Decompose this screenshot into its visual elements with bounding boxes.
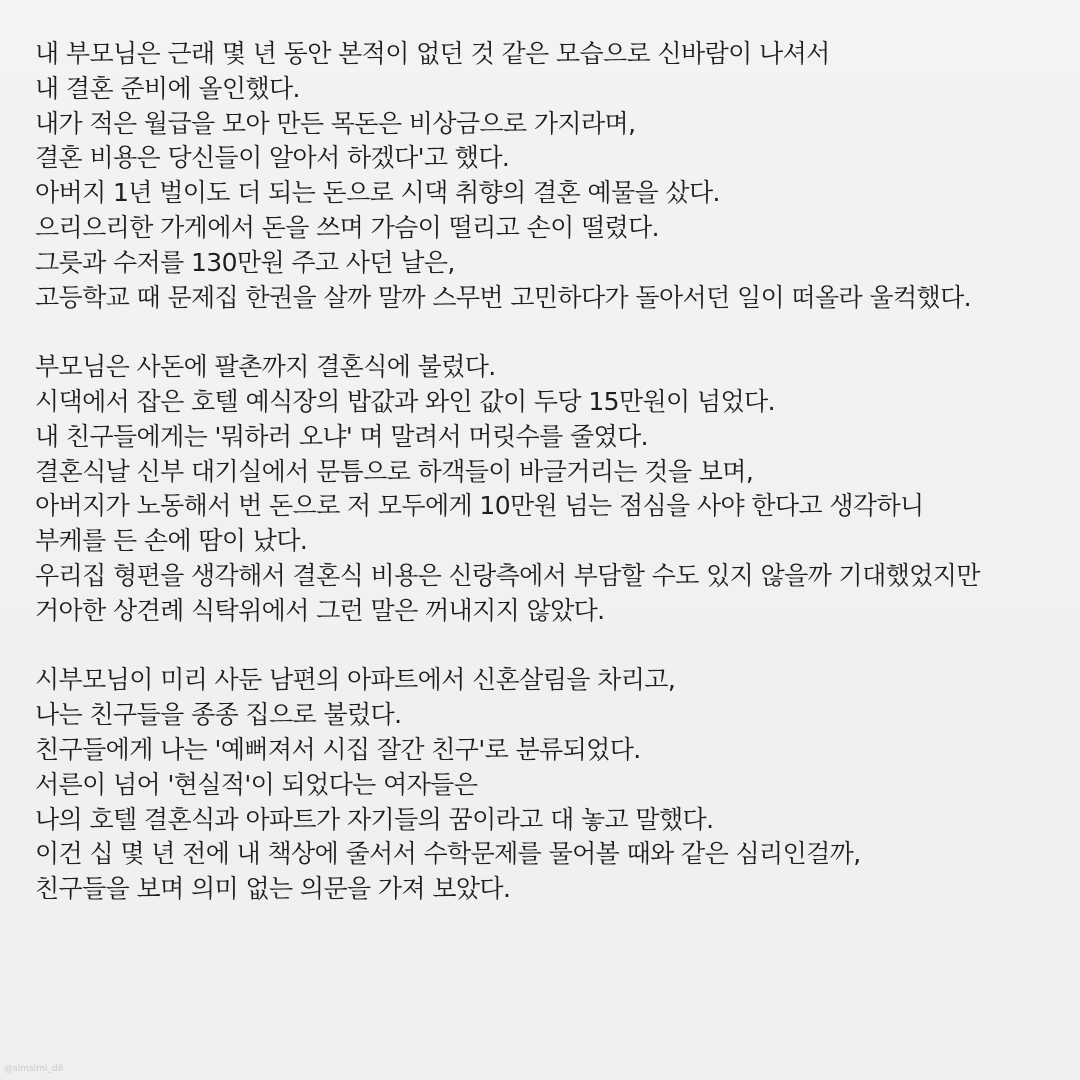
text-line: 나는 친구들을 종종 집으로 불렀다. bbox=[35, 700, 402, 730]
paragraph-gap bbox=[35, 629, 1075, 664]
watermark: @simsimi_d8 bbox=[4, 1064, 64, 1074]
text-line: 내 친구들에게는 '뭐하러 오냐' 며 말려서 머릿수를 줄였다. bbox=[35, 421, 648, 451]
text-line: 그릇과 수저를 130만원 주고 사던 날은, bbox=[35, 247, 455, 277]
text-line: 부모님은 사돈에 팔촌까지 결혼식에 불렀다. bbox=[35, 352, 496, 382]
text-line: 아버지가 노동해서 번 돈으로 저 모두에게 10만원 넘는 점심을 사야 한다고 생각하니 bbox=[35, 491, 924, 521]
text-line: 부케를 든 손에 땀이 났다. bbox=[35, 526, 308, 556]
text-line: 내 부모님은 근래 몇 년 동안 본적이 없던 것 같은 모습으로 신바람이 나셔서 bbox=[35, 39, 830, 68]
text-body bbox=[35, 37, 1075, 907]
text-line: 우리집 형편을 생각해서 결혼식 비용은 신랑측에서 부담할 수도 있지 않을까 기대했었지만 bbox=[35, 560, 980, 590]
text-line: 서른이 넘어 '현실적'이 되었다는 여자들은 bbox=[35, 769, 478, 799]
paragraph-2 bbox=[35, 350, 1075, 628]
text-line: 내 결혼 준비에 올인했다. bbox=[35, 73, 300, 103]
text-line: 시부모님이 미리 사둔 남편의 아파트에서 신혼살림을 차리고, bbox=[35, 665, 676, 695]
text-line: 시댁에서 잡은 호텔 예식장의 밥값과 와인 값이 두당 15만원이 넘었다. bbox=[35, 386, 775, 416]
paragraph-1 bbox=[35, 37, 1075, 315]
text-line: 거아한 상견례 식탁위에서 그런 말은 꺼내지지 않았다. bbox=[35, 595, 605, 625]
text-line: 이건 십 몇 년 전에 내 책상에 줄서서 수학문제를 물어볼 때와 같은 심리인걸까, bbox=[35, 839, 861, 869]
text-line: 아버지 1년 벌이도 더 되는 돈으로 시댁 취향의 결혼 예물을 샀다. bbox=[35, 178, 720, 208]
text-line: 나의 호텔 결혼식과 아파트가 자기들의 꿈이라고 대 놓고 말했다. bbox=[35, 804, 714, 834]
text-line: 결혼식날 신부 대기실에서 문틈으로 하객들이 바글거리는 것을 보며, bbox=[35, 456, 754, 486]
text-line: 고등학교 때 문제집 한권을 살까 말까 스무번 고민하다가 돌아서던 일이 떠올라 울컥했다. bbox=[35, 282, 971, 312]
text-line: 친구들을 보며 의미 없는 의문을 가져 보았다. bbox=[35, 874, 511, 904]
text-line: 으리으리한 가게에서 돈을 쓰며 가슴이 떨리고 손이 떨렸다. bbox=[35, 212, 659, 242]
paragraph-3 bbox=[35, 663, 1075, 907]
text-line: 결혼 비용은 당신들이 알아서 하겠다'고 했다. bbox=[35, 143, 510, 173]
text-line: 내가 적은 월급을 모아 만든 목돈은 비상금으로 가지라며, bbox=[35, 108, 636, 138]
paragraph-gap bbox=[35, 315, 1075, 350]
text-line: 친구들에게 나는 '예뻐져서 시집 잘간 친구'로 분류되었다. bbox=[35, 734, 641, 764]
